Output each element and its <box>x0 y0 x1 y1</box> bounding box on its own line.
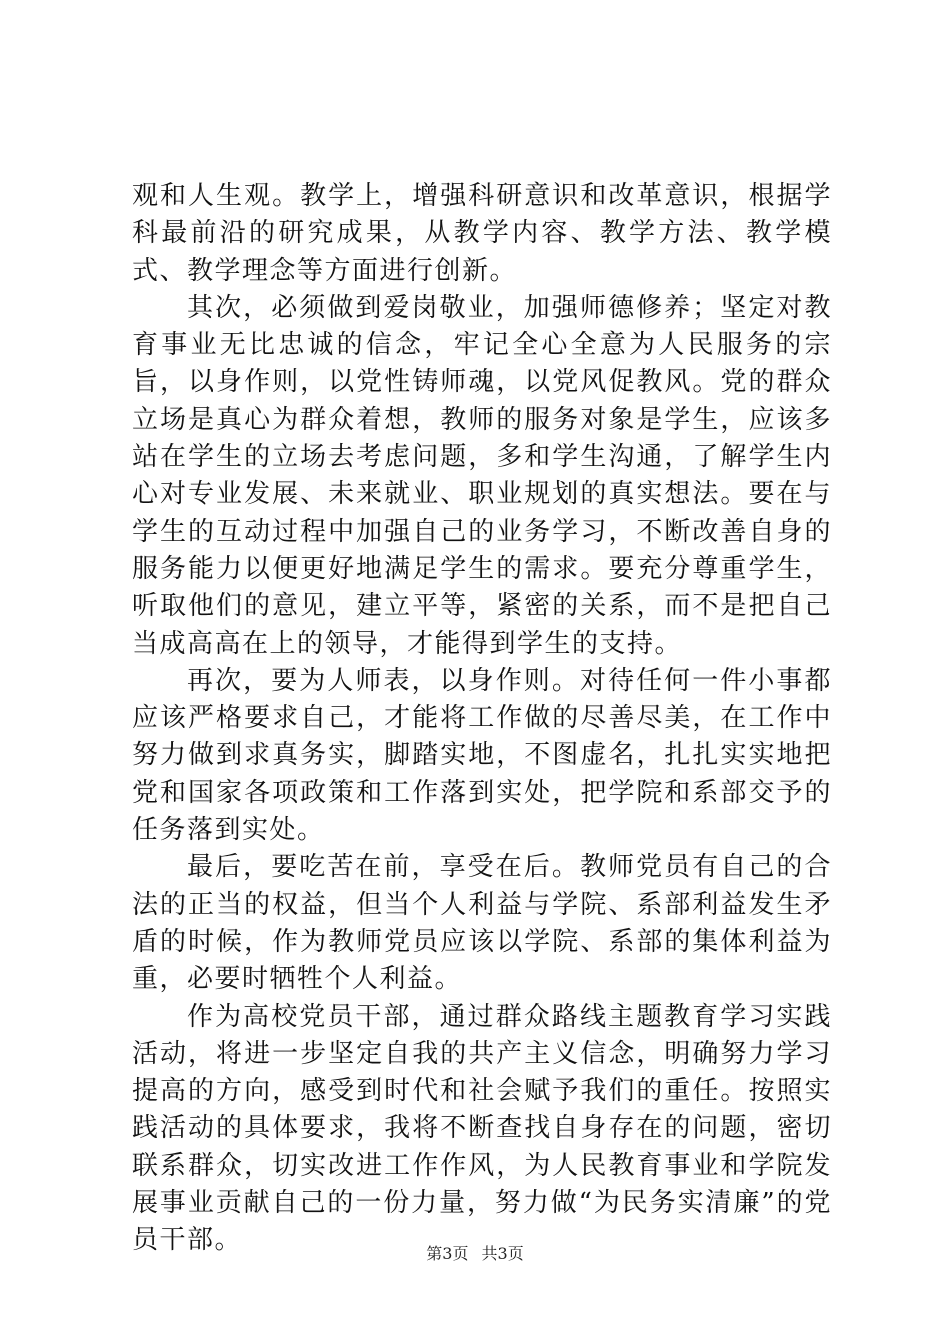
paragraph-1: 观和人生观。教学上，增强科研意识和改革意识，根据学科最前沿的研究成果，从教学内容、教学方法、教学模式、教学理念等方面进行创新。 <box>132 181 832 286</box>
paragraph-5: 作为高校党员干部，通过群众路线主题教育学习实践活动，将进一步坚定自我的共产主义信念，明确努力学习提高的方向，感受到时代和社会赋予我们的重任。按照实践活动的具体要求，我将不断查找自身存在的问题，密切联系群众，切实改进工作作风，为人民教育事业和学院发展事业贡献自己的一份力量，努力做“为民务实清廉”的党员干部。 <box>132 1001 832 1256</box>
page-number: 第3页 <box>426 1244 469 1263</box>
paragraph-4: 最后，要吃苦在前，享受在后。教师党员有自己的合法的正当的权益，但当个人利益与学院、系部利益发生矛盾的时候，作为教师党员应该以学院、系部的集体利益为重，必要时牺牲个人利益。 <box>132 852 832 995</box>
paragraph-3: 再次，要为人师表，以身作则。对待任何一件小事都应该严格要求自己，才能将工作做的尽善尽美，在工作中努力做到求真务实，脚踏实地，不图虚名，扎扎实实地把党和国家各项政策和工作落到实处，把学院和系部交予的任务落到实处。 <box>132 665 832 846</box>
paragraph-2: 其次，必须做到爱岗敬业，加强师德修养；坚定对教育事业无比忠诚的信念，牢记全心全意为人民服务的宗旨，以身作则，以党性铸师魂，以党风促教风。党的群众立场是真心为群众着想，教师的服务对象是学生，应该多站在学生的立场去考虑问题，多和学生沟通，了解学生内心对专业发展、未来就业、职业规划的真实想法。要在与学生的互动过程中加强自己的业务学习，不断改善自身的服务能力以便更好地满足学生的需求。要充分尊重学生，听取他们的意见，建立平等，紧密的关系，而不是把自己当成高高在上的领导，才能得到学生的支持。 <box>132 292 832 659</box>
page-total: 共3页 <box>481 1244 524 1263</box>
document-body <box>132 178 832 1260</box>
page-footer <box>0 1244 950 1264</box>
